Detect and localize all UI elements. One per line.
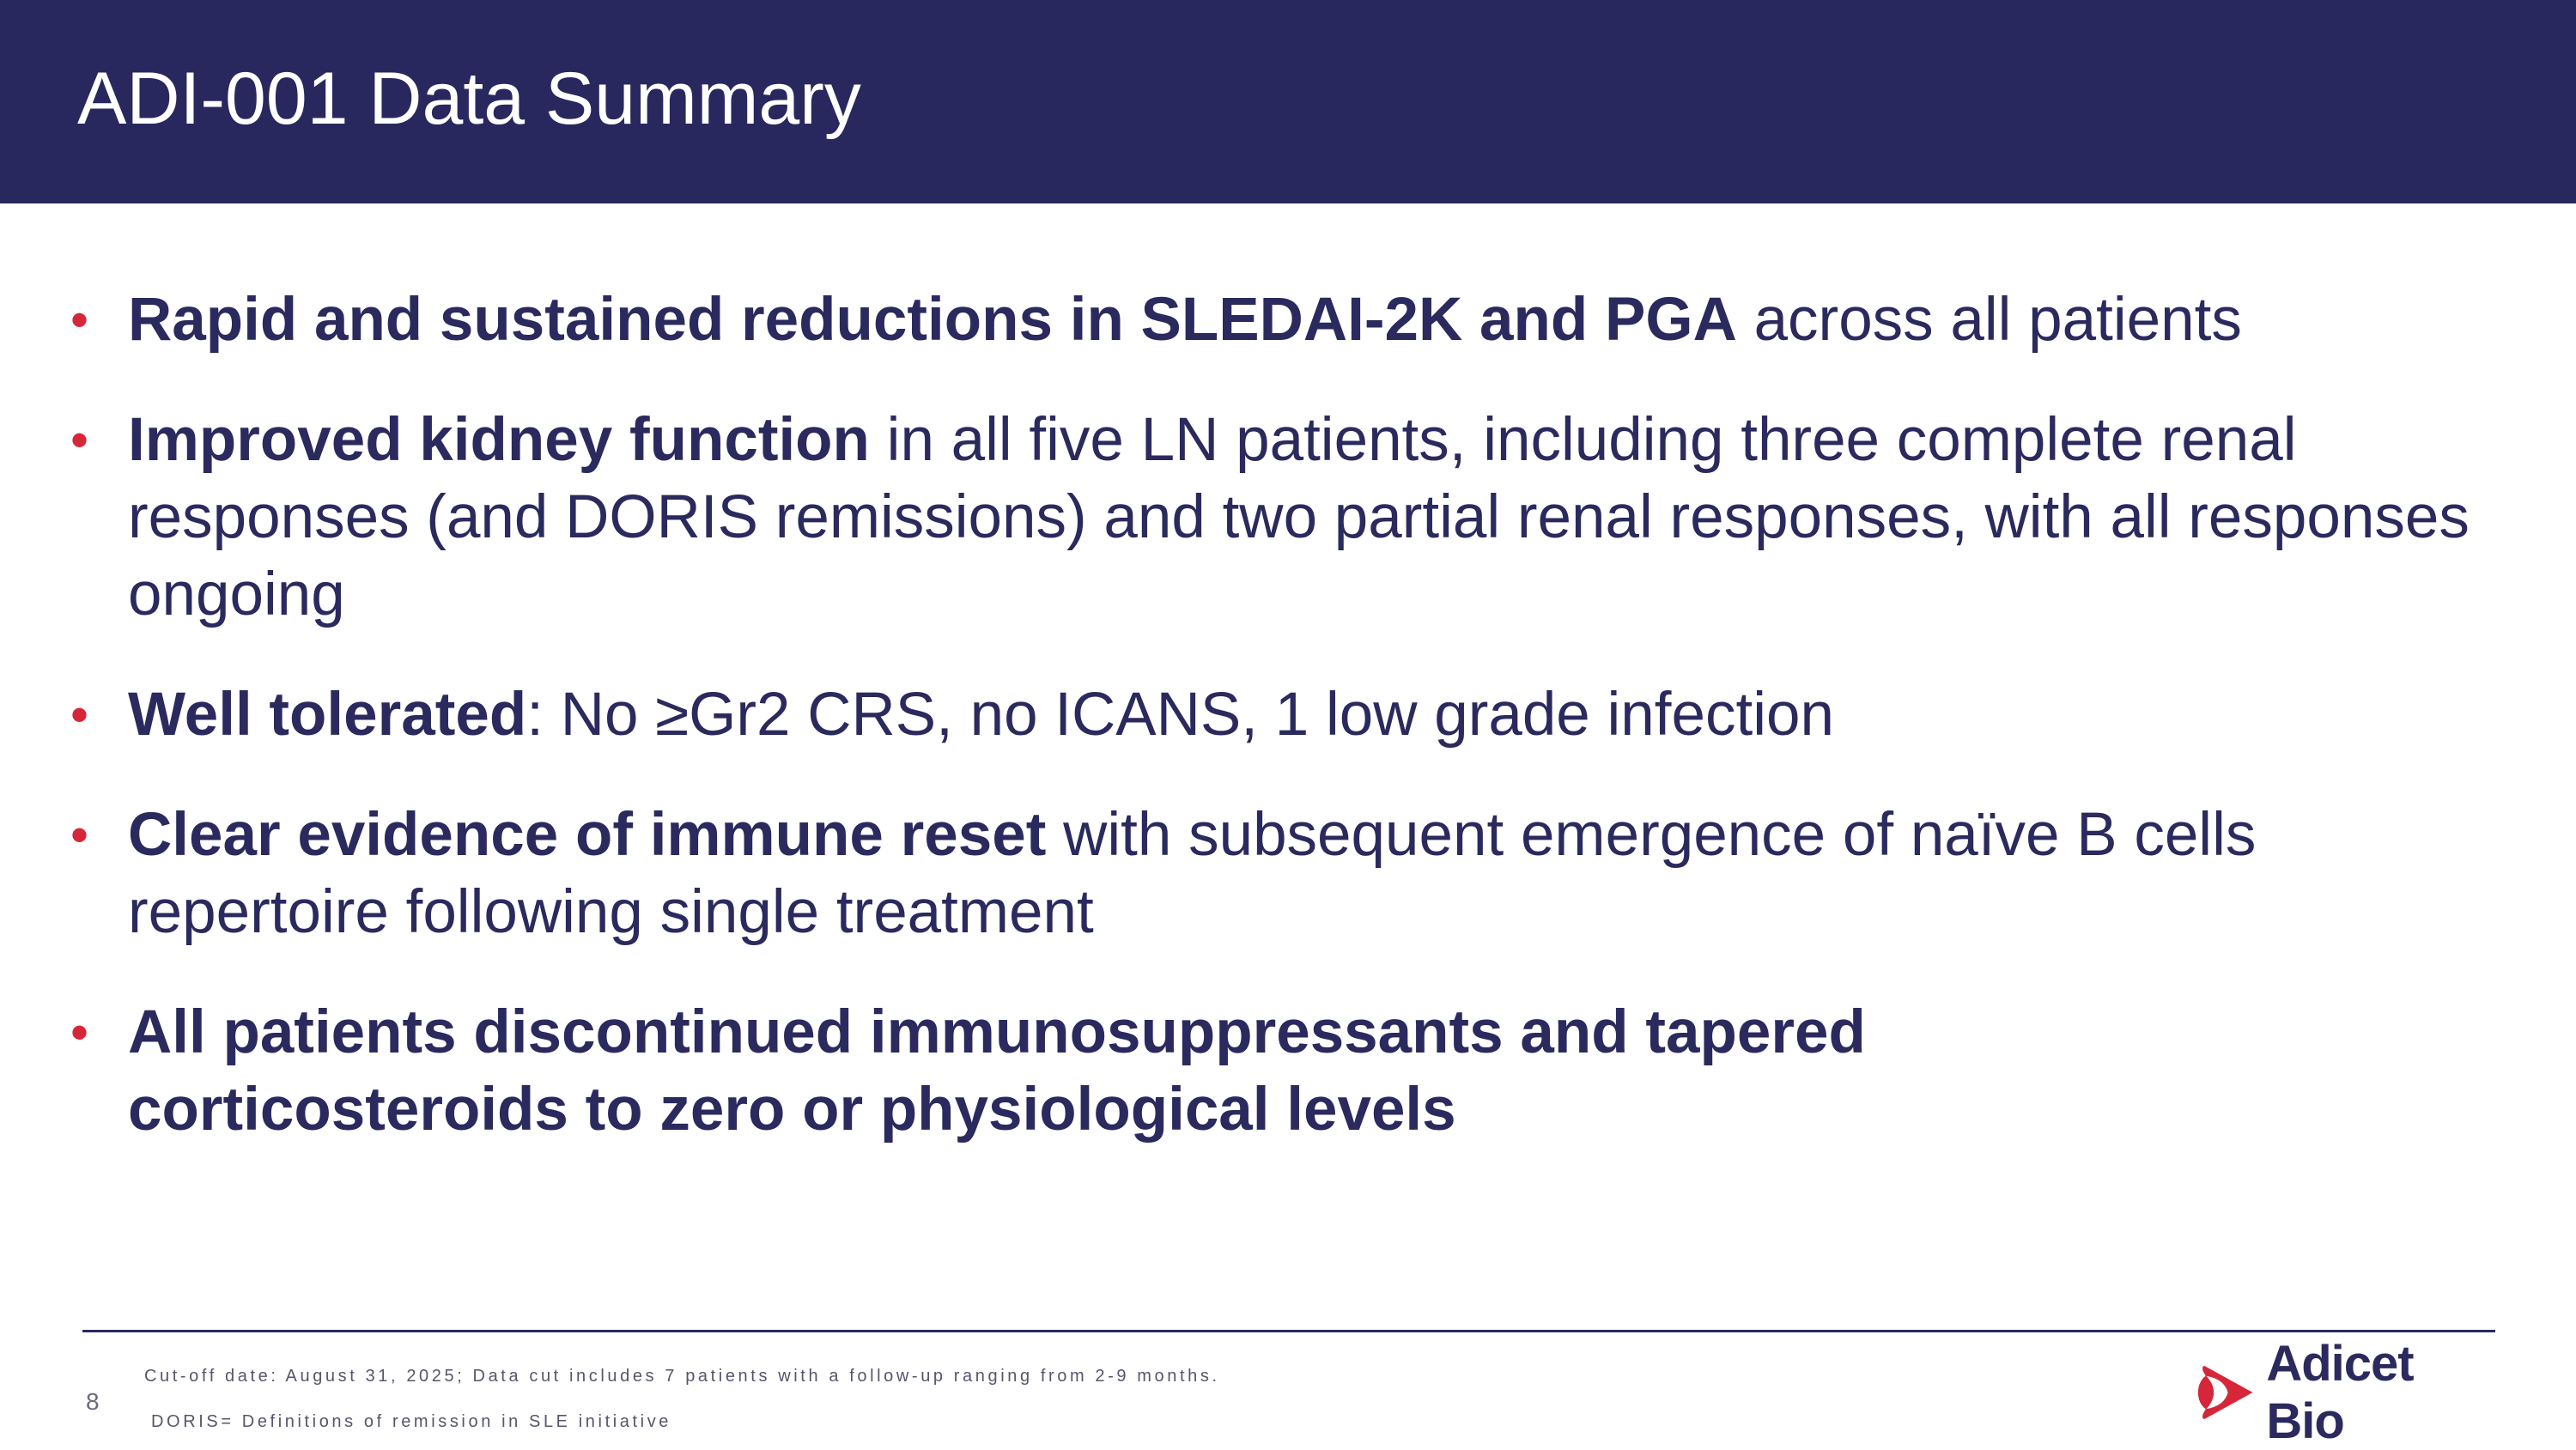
bullet-item [70,282,2515,359]
bullet-bold: All patients discontinued immunosuppressants and tapered corticosteroids to zero or physiological levels [128,998,1866,1144]
company-logo [2195,1336,2495,1449]
bullet-list [70,282,2515,1192]
bullet-text: with subsequent emergence of naïve B cells repertoire following single treatment [128,801,2257,946]
bullet-icon: • [70,291,89,349]
bullet-item [70,797,2515,951]
bullet-icon: • [70,411,89,469]
bullet-bold: Clear evidence of immune reset [128,801,1047,869]
title-bar [0,0,2576,203]
bullet-bold: Improved kidney function [128,406,870,474]
footnote-cutoff: Cut-off date: August 31, 2025; Data cut includes 7 patients with a follow-up ranging from 2-9 months. [144,1367,1220,1386]
bullet-bold: Rapid and sustained reductions in SLEDAI-2K and PGA [128,286,1737,354]
logo-text: Adicet Bio [2266,1336,2414,1449]
page-number: 8 [86,1388,100,1415]
bullet-icon: • [70,806,89,864]
bullet-item [70,994,2017,1149]
bullet-icon: • [70,686,89,743]
bullet-text: across all patients [1736,286,2242,354]
bullet-item [70,402,2515,634]
bullet-item [70,676,2515,754]
logo-mark-icon [2195,1363,2254,1422]
bullet-text: in all five LN patients, including three complete renal responses (and DORIS remissions) and two partial renal responses, with all responses ongoing [128,406,2470,628]
bullet-icon: • [70,1004,89,1061]
footnote-doris: DORIS= Definitions of remission in SLE initiative [151,1412,672,1431]
bullet-bold: Well tolerated [128,681,527,749]
bullet-text: : No ≥Gr2 CRS, no ICANS, 1 low grade infection [526,681,1834,749]
footer-divider [82,1330,2495,1332]
slide-title: ADI-001 Data Summary [77,58,861,140]
